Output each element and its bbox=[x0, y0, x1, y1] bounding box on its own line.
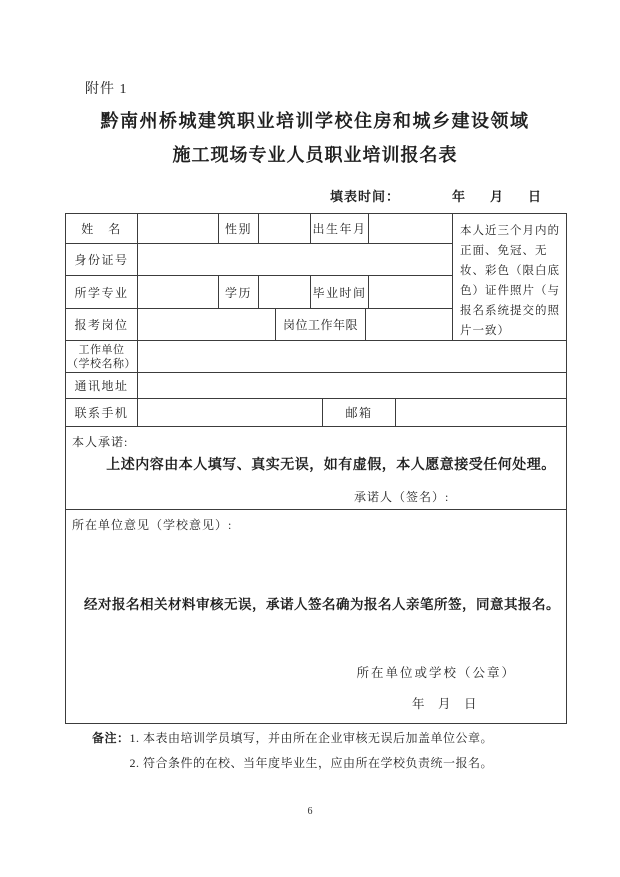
opinion-body: 经对报名相关材料审核无误，承诺人签名确为报名人亲笔所签，同意其报名。 bbox=[84, 597, 560, 612]
opinion-date-row bbox=[412, 694, 478, 712]
fill-time-month-label: 月 bbox=[490, 189, 505, 204]
id-input-cell[interactable] bbox=[138, 244, 453, 276]
attachment-label: 附件 1 bbox=[85, 82, 128, 97]
name-label-cell: 姓 名 bbox=[66, 214, 138, 244]
notes-list bbox=[130, 726, 494, 776]
commitment-body: 上述内容由本人填写、真实无误，如有虚假，本人愿意接受任何处理。 bbox=[106, 458, 556, 473]
notes-block bbox=[92, 726, 493, 776]
note-item: 2. 符合条件的在校、当年度毕业生，应由所在学校负责统一报名。 bbox=[129, 756, 494, 770]
phone-label-cell: 联系手机 bbox=[66, 399, 138, 427]
opinion-month-label: 月 bbox=[437, 697, 452, 711]
photo-instruction-cell: 本人近三个月内的正面、免冠、无妆、彩色（限白底色）证件照片（与报名系统提交的照片一致） bbox=[453, 214, 566, 341]
fill-time-row bbox=[330, 186, 542, 205]
name-input-cell[interactable] bbox=[138, 214, 219, 244]
graduation-label-cell: 毕业时间 bbox=[311, 276, 369, 309]
fill-time-year-label: 年 bbox=[452, 189, 467, 204]
graduation-input-cell[interactable] bbox=[369, 276, 453, 309]
address-label-cell: 通讯地址 bbox=[66, 373, 138, 399]
document-title-line2: 施工现场专业人员职业培训报名表 bbox=[172, 145, 458, 165]
opinion-day-label: 日 bbox=[463, 697, 478, 711]
birth-input-cell[interactable] bbox=[369, 214, 453, 244]
gender-input-cell[interactable] bbox=[259, 214, 311, 244]
commitment-header: 本人承诺: bbox=[72, 435, 129, 449]
major-label-cell: 所学专业 bbox=[66, 276, 138, 309]
work-unit-label-line1: 工作单位 bbox=[78, 343, 125, 356]
major-input-cell[interactable] bbox=[138, 276, 219, 309]
opinion-section bbox=[66, 510, 566, 723]
education-label-cell: 学历 bbox=[219, 276, 259, 309]
email-input-cell[interactable] bbox=[396, 399, 566, 427]
work-unit-input-cell[interactable] bbox=[138, 341, 566, 373]
work-unit-label-line2: （学校名称） bbox=[67, 357, 136, 370]
opinion-year-label: 年 bbox=[411, 697, 426, 711]
notes-label: 备注： bbox=[92, 731, 130, 745]
fill-time-label: 填表时间： bbox=[330, 189, 401, 204]
birth-label-cell: 出生年月 bbox=[311, 214, 369, 244]
address-input-cell[interactable] bbox=[138, 373, 566, 399]
work-years-input-cell[interactable] bbox=[366, 309, 453, 341]
registration-table bbox=[65, 213, 567, 724]
commitment-section bbox=[66, 427, 566, 510]
fill-time-day-label: 日 bbox=[528, 189, 543, 204]
work-unit-label-cell bbox=[66, 341, 138, 373]
id-label-cell: 身份证号 bbox=[66, 244, 138, 276]
opinion-seal-label: 所在单位或学校（公章） bbox=[356, 666, 516, 680]
position-input-cell[interactable] bbox=[138, 309, 276, 341]
opinion-header: 所在单位意见（学校意见）: bbox=[72, 518, 233, 532]
commitment-signature-label[interactable]: 承诺人（签名）: bbox=[354, 490, 450, 504]
position-label-cell: 报考岗位 bbox=[66, 309, 138, 341]
note-item: 1. 本表由培训学员填写，并由所在企业审核无误后加盖单位公章。 bbox=[129, 731, 494, 745]
document-title-line1: 黔南州桥城建筑职业培训学校住房和城乡建设领域 bbox=[100, 111, 530, 131]
education-input-cell[interactable] bbox=[259, 276, 311, 309]
work-years-label-cell: 岗位工作年限 bbox=[276, 309, 366, 341]
gender-label-cell: 性别 bbox=[219, 214, 259, 244]
email-label-cell: 邮箱 bbox=[323, 399, 396, 427]
page-number: 6 bbox=[307, 806, 313, 817]
phone-input-cell[interactable] bbox=[138, 399, 323, 427]
